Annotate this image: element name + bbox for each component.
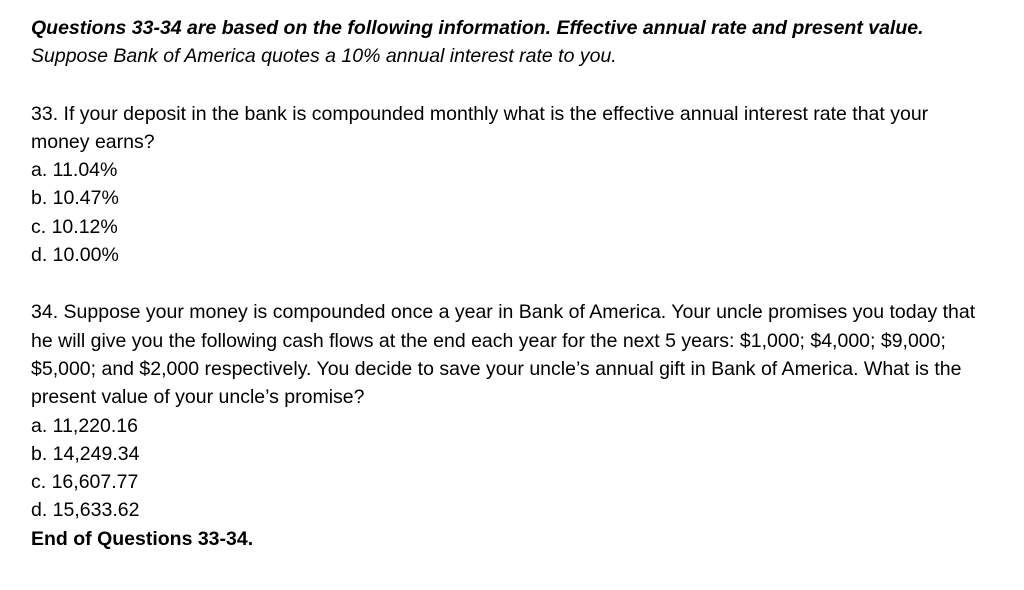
question-33 bbox=[31, 100, 991, 270]
question-34 bbox=[31, 298, 991, 553]
question-33-option-a: a. 11.04% bbox=[31, 159, 118, 182]
intro-text: Suppose Bank of America quotes a 10% annual interest rate to you. bbox=[31, 45, 617, 68]
question-34-option-d: d. 15,633.62 bbox=[31, 499, 140, 522]
question-33-stem: 33. If your deposit in the bank is compounded monthly what is the effective annual interest rate that your money earns? bbox=[31, 102, 929, 153]
intro-paragraph bbox=[31, 14, 991, 71]
end-of-questions: End of Questions 33-34. bbox=[31, 527, 254, 550]
question-34-option-c: c. 16,607.77 bbox=[31, 471, 139, 494]
question-33-option-b: b. 10.47% bbox=[31, 187, 119, 210]
question-34-stem: 34. Suppose your money is compounded once a year in Bank of America. Your uncle promises you today that he will give you the following cash flows at the end each year for the next 5 years: $1,000; $4,000; $9,000; $5,000; and $2,000 respectively. You decide to save your uncle’s annual gift in Bank of America. What is the present value of your uncle’s promise? bbox=[31, 301, 976, 409]
question-34-option-a: a. 11,220.16 bbox=[31, 414, 138, 437]
question-33-option-d: d. 10.00% bbox=[31, 244, 119, 267]
document bbox=[31, 14, 991, 553]
intro-heading: Questions 33-34 are based on the following information. Effective annual rate and present value. bbox=[31, 17, 924, 39]
question-33-option-c: c. 10.12% bbox=[31, 215, 118, 238]
question-34-option-b: b. 14,249.34 bbox=[31, 442, 140, 465]
